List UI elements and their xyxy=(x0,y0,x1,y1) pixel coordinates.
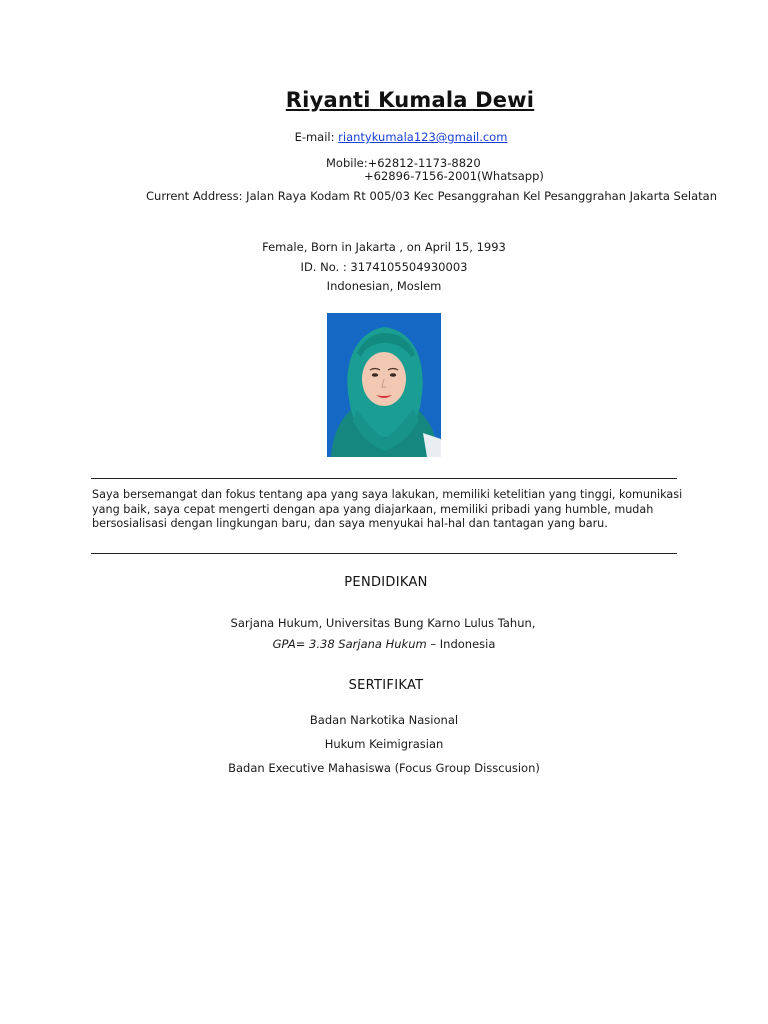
divider-top xyxy=(91,478,677,479)
certificate-item: Hukum Keimigrasian xyxy=(324,737,444,751)
gpa-text: GPA= 3.38 Sarjana Hukum xyxy=(272,637,427,651)
birth-info: Female, Born in Jakarta , on April 15, 1993 xyxy=(262,240,506,254)
education-gpa xyxy=(0,637,768,651)
current-address: Current Address: Jalan Raya Kodam Rt 005/03 Kec Pesanggrahan Kel Pesanggrahan Jakarta Selatan xyxy=(146,189,717,203)
mobile-primary: Mobile:+62812-1173-8820 xyxy=(326,156,481,170)
id-number: ID. No. : 3174105504930003 xyxy=(300,260,468,274)
education-title: PENDIDIKAN xyxy=(344,575,428,590)
profile-photo xyxy=(327,313,441,457)
nationality-religion: Indonesian, Moslem xyxy=(326,279,442,293)
mobile-whatsapp: +62896-7156-2001(Whatsapp) xyxy=(364,169,544,183)
gpa-country: – Indonesia xyxy=(426,637,496,651)
personal-summary: Saya bersemangat dan fokus tentang apa yang saya lakukan, memiliki ketelitian yang tinggi, komunikasi yang baik, saya cepat mengerti dengan apa yang diajarkaan, memiliki pribadi yang humble, mudah bersosialisasi dengan lingkungan baru, dan saya menyukai hal-hal dan tantagan yang baru. xyxy=(92,488,683,530)
email-line xyxy=(0,130,768,144)
email-label: E-mail: xyxy=(294,130,339,144)
education-degree: Sarjana Hukum, Universitas Bung Karno Lulus Tahun, xyxy=(230,616,536,630)
email-link[interactable]: riantykumala123@gmail.com xyxy=(338,130,508,144)
certificate-item: Badan Narkotika Nasional xyxy=(309,713,459,727)
certificate-item: Badan Executive Mahasiswa (Focus Group Disscusion) xyxy=(228,761,540,775)
candidate-name: Riyanti Kumala Dewi xyxy=(285,88,535,112)
divider-bottom xyxy=(91,553,677,554)
certificates-title: SERTIFIKAT xyxy=(348,678,424,693)
